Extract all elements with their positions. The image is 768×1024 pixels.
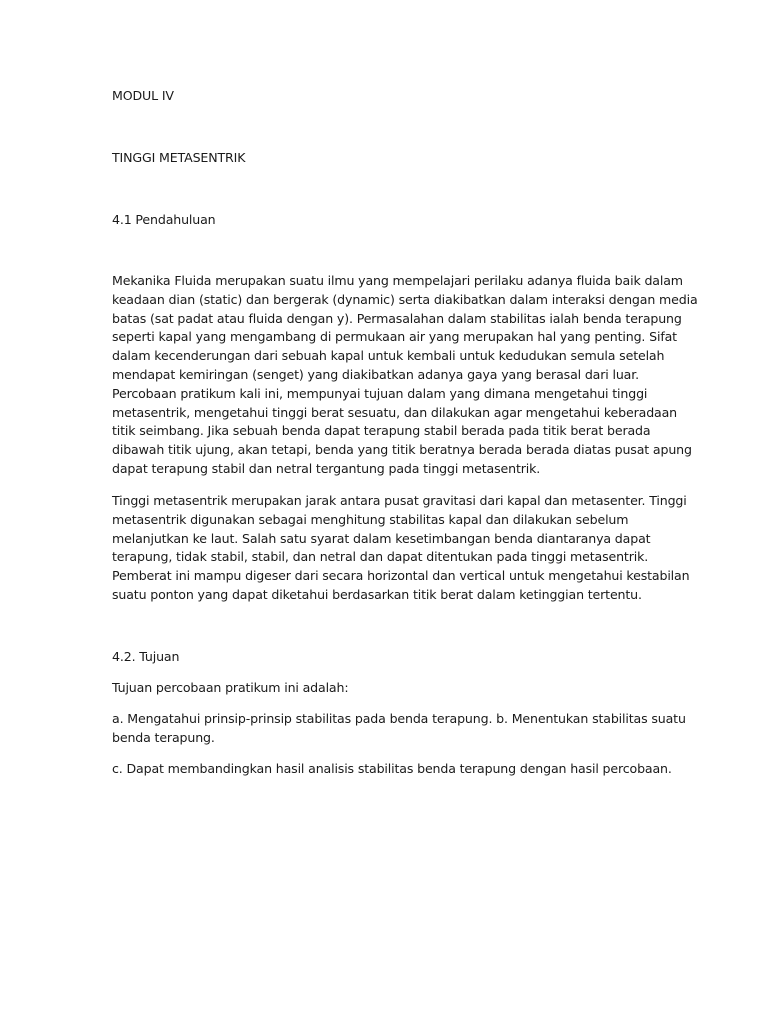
paragraph-line: Tinggi metasentrik merupakan jarak antara pusat gravitasi dari kapal dan metasenter. Tinggi	[112, 493, 687, 508]
intro-paragraph-1	[112, 272, 698, 479]
paragraph-line: dibawah titik ujung, akan tetapi, benda yang titik beratnya berada berada diatas pusat apung	[112, 442, 692, 458]
goal-intro	[112, 679, 657, 698]
chapter-title-text: TINGGI METASENTRIK	[112, 150, 246, 165]
section-heading-pendahuluan	[112, 211, 657, 230]
paragraph-line: terapung, tidak stabil, stabil, dan netral dan dapat ditentukan pada tinggi metasentrik.	[112, 549, 649, 565]
intro-paragraph-2	[112, 492, 690, 605]
paragraph-line: Tujuan percobaan pratikum ini adalah:	[112, 680, 349, 695]
paragraph-line: mendapat kemiringan (senget) yang diakibatkan adanya gaya yang berasal dari luar.	[112, 366, 639, 382]
paragraph-line: Mekanika Fluida merupakan suatu ilmu yang mempelajari perilaku adanya fluida baik dalam	[112, 273, 683, 288]
paragraph-line: seperti kapal yang mengambang di permukaan air yang merupakan hal yang penting. Sifat	[112, 329, 677, 345]
paragraph-line: Percobaan pratikum kali ini, mempunyai tujuan dalam yang dimana mengetahui tinggi	[112, 385, 648, 401]
goal-item-c	[112, 760, 672, 779]
paragraph-line: metasentrik, mengetahui tinggi berat sesuatu, dan dilakukan agar mengetahui keberadaan	[112, 404, 677, 420]
paragraph-line: c. Dapat membandingkan hasil analisis stabilitas benda terapung dengan hasil percobaan.	[112, 761, 672, 776]
chapter-title	[112, 149, 657, 168]
section-heading-text: 4.2. Tujuan	[112, 649, 180, 664]
goal-items-ab	[112, 710, 686, 748]
section-heading-tujuan	[112, 648, 657, 667]
paragraph-line: a. Mengatahui prinsip-prinsip stabilitas pada benda terapung. b. Menentukan stabilitas suatu	[112, 711, 686, 726]
paragraph-line: melanjutkan ke laut. Salah satu syarat dalam kesetimbangan benda diantaranya dapat	[112, 530, 651, 546]
paragraph-line: keadaan dian (static) dan bergerak (dynamic) serta diakibatkan dalam interaksi dengan media	[112, 291, 698, 307]
paragraph-line: metasentrik digunakan sebagai menghitung stabilitas kapal dan dilakukan sebelum	[112, 511, 629, 527]
paragraph-line: dalam kecenderungan dari sebuah kapal untuk kembali untuk kedudukan semula setelah	[112, 348, 665, 364]
section-heading-text: 4.1 Pendahuluan	[112, 212, 216, 227]
module-title	[112, 87, 657, 106]
module-title-text: MODUL IV	[112, 88, 174, 103]
paragraph-line: dapat terapung stabil dan netral tergantung pada tinggi metasentrik.	[112, 460, 541, 476]
paragraph-line: benda terapung.	[112, 729, 215, 745]
paragraph-line: Pemberat ini mampu digeser dari secara horizontal dan vertical untuk mengetahui kestabilan	[112, 568, 690, 584]
paragraph-line: batas (sat padat atau fluida dengan y). Permasalahan dalam stabilitas ialah benda terapung	[112, 310, 682, 326]
paragraph-line: titik seimbang. Jika sebuah benda dapat terapung stabil berada pada titik berat berada	[112, 423, 651, 439]
paragraph-line: suatu ponton yang dapat diketahui berdasarkan titik berat dalam ketinggian tertentu.	[112, 586, 642, 602]
